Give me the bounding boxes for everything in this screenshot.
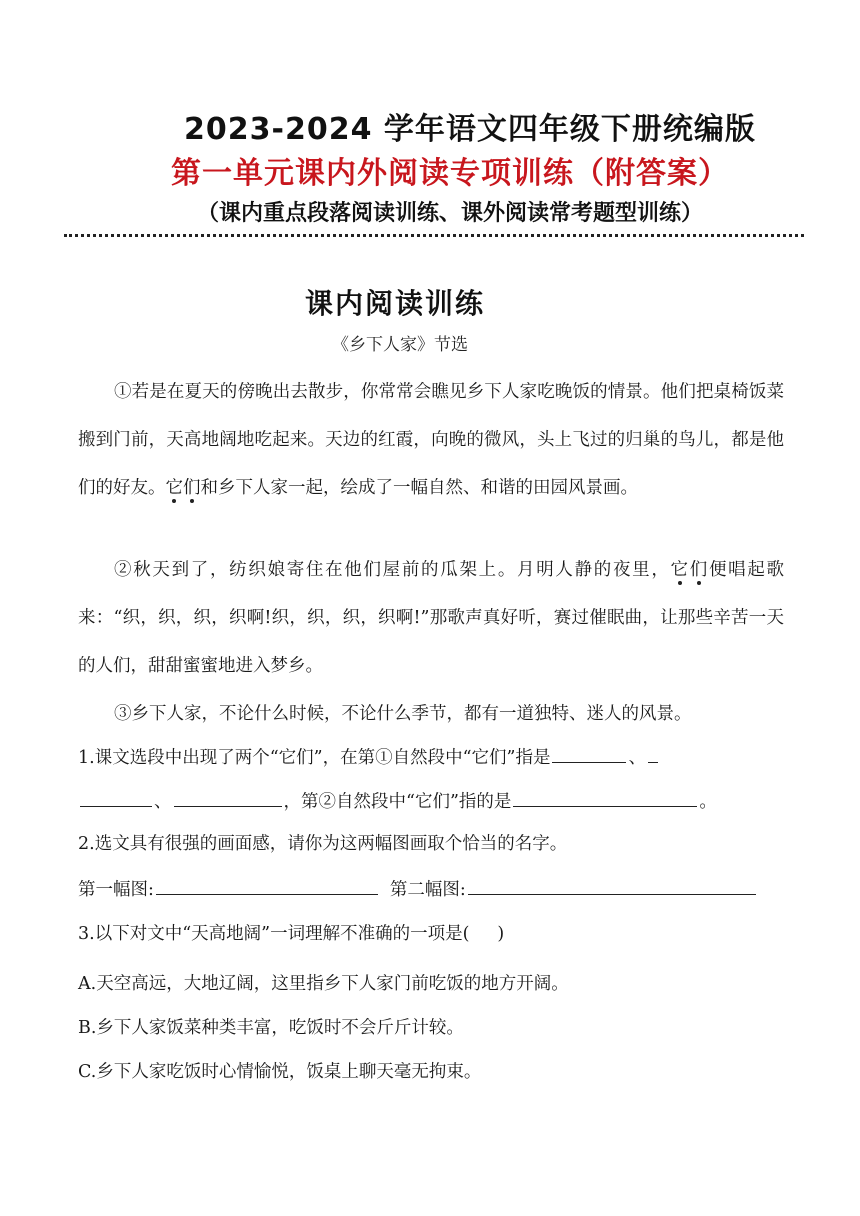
dotted-divider <box>64 234 804 237</box>
paragraph-1-text-b: 和乡下人家一起，绘成了一幅自然、和谐的田园风景画。 <box>200 478 638 498</box>
picture-1-label: 第一幅图: <box>78 880 154 900</box>
document-year-title: 2023-2024 学年语文四年级下册统编版 <box>184 112 756 147</box>
question-1-separator: 、 <box>628 748 646 768</box>
question-1 <box>78 736 790 824</box>
answer-blank[interactable] <box>648 761 658 763</box>
picture-2-answer-blank[interactable] <box>468 893 756 895</box>
question-2-answer-row <box>78 868 790 912</box>
document-sub-title: （课内重点段落阅读训练、课外阅读常考题型训练） <box>196 200 703 226</box>
passage-paragraph-3: ③乡下人家，不论什么时候，不论什么季节，都有一道独特、迷人的风景。 <box>114 704 692 724</box>
question-3-close-paren: ) <box>497 924 505 944</box>
question-1-separator: 、 <box>154 792 172 812</box>
option-a: A.天空高远，大地辽阔，这里指乡下人家门前吃饭的地方开阔。 <box>78 974 569 994</box>
answer-blank[interactable] <box>174 805 282 807</box>
picture-1-answer-blank[interactable] <box>156 893 378 895</box>
option-c: C.乡下人家吃饭时心情愉悦，饭桌上聊天毫无拘束。 <box>78 1062 482 1082</box>
emphasis-word: 它 <box>165 478 183 498</box>
paragraph-2-text-a: ②秋天到了，纺织娘寄住在他们屋前的瓜架上。月明人静的夜里， <box>114 560 671 580</box>
paragraph-2-text-b: 便唱起歌来：“织，织，织，织啊!织，织，织，织啊!”那歌声真好听，赛过催眠曲，让那些辛苦一天的人们，甜甜蜜蜜地进入梦乡。 <box>78 560 785 676</box>
picture-2-label: 第二幅图: <box>389 880 466 900</box>
passage-paragraph-2 <box>78 546 784 690</box>
paragraph-1-text-a: ①若是在夏天的傍晚出去散步，你常常会瞧见乡下人家吃晚饭的情景。他们把桌椅饭菜搬到门前，天高地阔地吃起来。天边的红霞，向晚的微风，头上飞过的归巢的鸟儿，都是他们的好友。 <box>78 382 784 498</box>
passage-paragraph-1 <box>78 368 784 512</box>
question-1-text-b: ，第②自然段中“它们”指的是 <box>283 792 512 812</box>
answer-blank[interactable] <box>552 761 626 763</box>
question-3-text: 3.以下对文中“天高地阔”一词理解不准确的一项是( <box>78 924 470 944</box>
emphasis-word: 们 <box>183 478 201 498</box>
emphasis-word: 们 <box>689 560 709 580</box>
answer-blank[interactable] <box>80 805 152 807</box>
option-b: B.乡下人家饭菜种类丰富，吃饭时不会斤斤计较。 <box>78 1018 464 1038</box>
passage-source: 《乡下人家》节选 <box>332 335 468 355</box>
question-3 <box>78 912 790 956</box>
question-2: 2.选文具有很强的画面感，请你为这两幅图画取个恰当的名字。 <box>78 834 568 854</box>
question-1-end: 。 <box>699 792 717 812</box>
section-title: 课内阅读训练 <box>304 287 485 320</box>
question-1-text-a: 1.课文选段中出现了两个“它们”，在第①自然段中“它们”指是 <box>78 748 551 768</box>
document-main-title: 第一单元课内外阅读专项训练（附答案） <box>171 156 729 191</box>
emphasis-word: 它 <box>670 560 690 580</box>
answer-blank[interactable] <box>513 805 697 807</box>
